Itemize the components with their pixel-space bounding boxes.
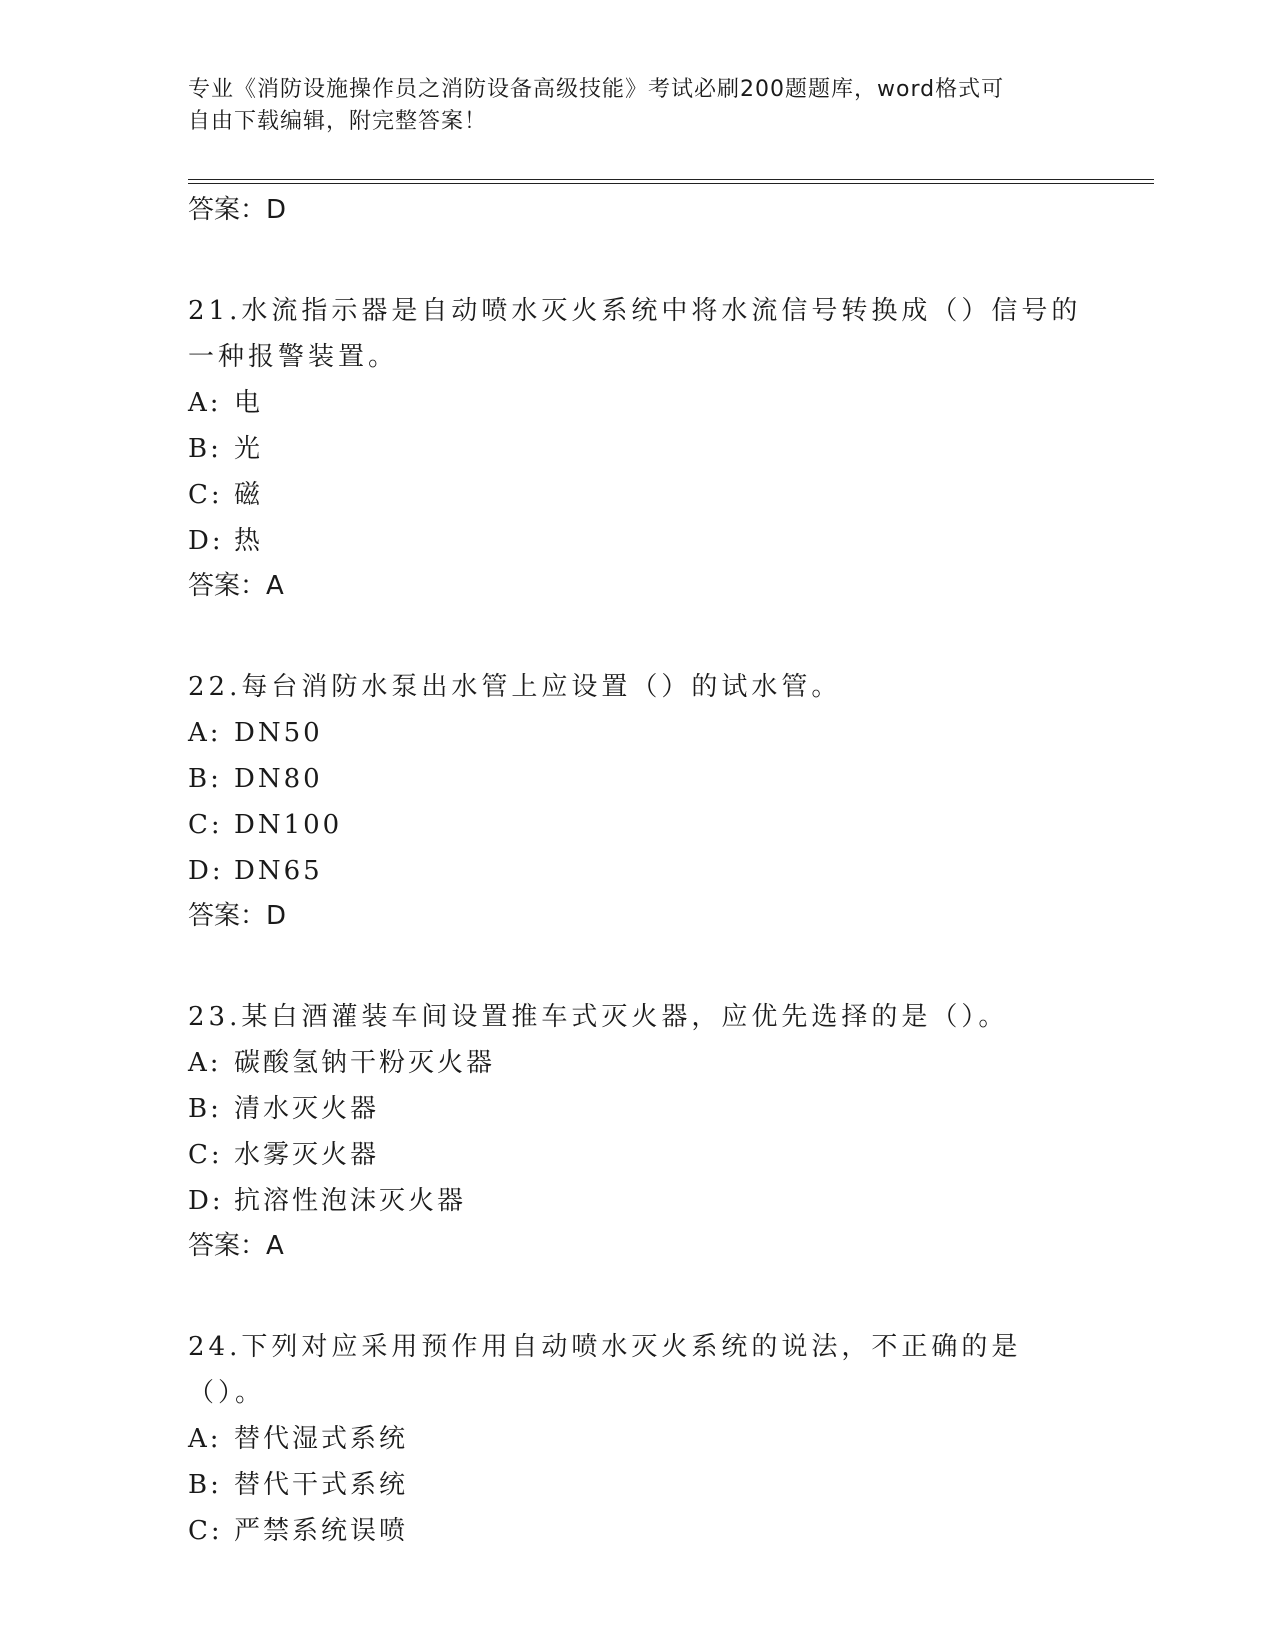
question-text: 23.某白酒灌装车间设置推车式灭火器，应优先选择的是（）。 [188, 1002, 1009, 1032]
option-letter: D: [188, 856, 224, 886]
option-letter: A: [188, 1424, 222, 1454]
header-line-2: 自由下载编辑，附完整答案！ [188, 109, 488, 134]
question-24 [188, 1324, 1088, 1554]
question-text: 24.下列对应采用预作用自动喷水灭火系统的说法，不正确的是（）。 [188, 1332, 1022, 1408]
option-text: DN50 [234, 718, 323, 748]
option-text: 抗溶性泡沫灭火器 [234, 1186, 467, 1216]
option-letter: C: [188, 810, 223, 840]
option-b [188, 426, 1088, 472]
option-c [188, 802, 1088, 848]
option-text: 水雾灭火器 [234, 1140, 380, 1170]
page-header [188, 74, 1088, 138]
header-line-1: 专业《消防设施操作员之消防设备高级技能》考试必刷200题题库，word格式可 [188, 77, 1005, 102]
option-d [188, 518, 1088, 564]
option-text: 严禁系统误喷 [234, 1516, 409, 1546]
option-text: 清水灭火器 [234, 1094, 380, 1124]
option-c [188, 1508, 1088, 1554]
option-d [188, 848, 1088, 894]
option-text: 光 [234, 434, 264, 464]
header-divider-top [188, 179, 1154, 180]
option-b [188, 1086, 1088, 1132]
option-text: DN65 [234, 856, 323, 886]
question-22 [188, 664, 1088, 938]
option-a [188, 1040, 1088, 1086]
answer-22: 答案：D [188, 901, 287, 931]
question-list [188, 188, 1088, 1554]
question-text: 22.每台消防水泵出水管上应设置（）的试水管。 [188, 672, 842, 702]
option-b [188, 756, 1088, 802]
answer-21: 答案：A [188, 571, 284, 601]
option-a [188, 380, 1088, 426]
option-letter: D: [188, 1186, 224, 1216]
option-letter: C: [188, 1140, 223, 1170]
option-d [188, 1178, 1088, 1224]
option-text: DN80 [234, 764, 323, 794]
option-b [188, 1462, 1088, 1508]
option-letter: B: [188, 764, 222, 794]
option-text: 碳酸氢钠干粉灭火器 [234, 1048, 496, 1078]
question-23 [188, 994, 1088, 1268]
option-letter: B: [188, 1470, 222, 1500]
header-divider-bottom [188, 183, 1154, 184]
answer-23: 答案：A [188, 1231, 284, 1261]
question-21 [188, 288, 1088, 608]
option-letter: D: [188, 526, 224, 556]
option-letter: C: [188, 480, 223, 510]
option-letter: C: [188, 1516, 223, 1546]
option-letter: B: [188, 1094, 222, 1124]
option-text: 热 [234, 526, 264, 556]
option-text: 电 [234, 388, 264, 418]
option-letter: A: [188, 388, 222, 418]
question-text: 21.水流指示器是自动喷水灭火系统中将水流信号转换成（）信号的一种报警装置。 [188, 296, 1082, 372]
option-text: 替代湿式系统 [234, 1424, 409, 1454]
option-a [188, 710, 1088, 756]
answer-previous: 答案：D [188, 195, 287, 225]
option-text: 磁 [234, 480, 264, 510]
option-letter: A: [188, 718, 222, 748]
option-text: DN100 [234, 810, 343, 840]
option-letter: B: [188, 434, 222, 464]
option-letter: A: [188, 1048, 222, 1078]
option-c [188, 1132, 1088, 1178]
option-a [188, 1416, 1088, 1462]
option-text: 替代干式系统 [234, 1470, 409, 1500]
option-c [188, 472, 1088, 518]
